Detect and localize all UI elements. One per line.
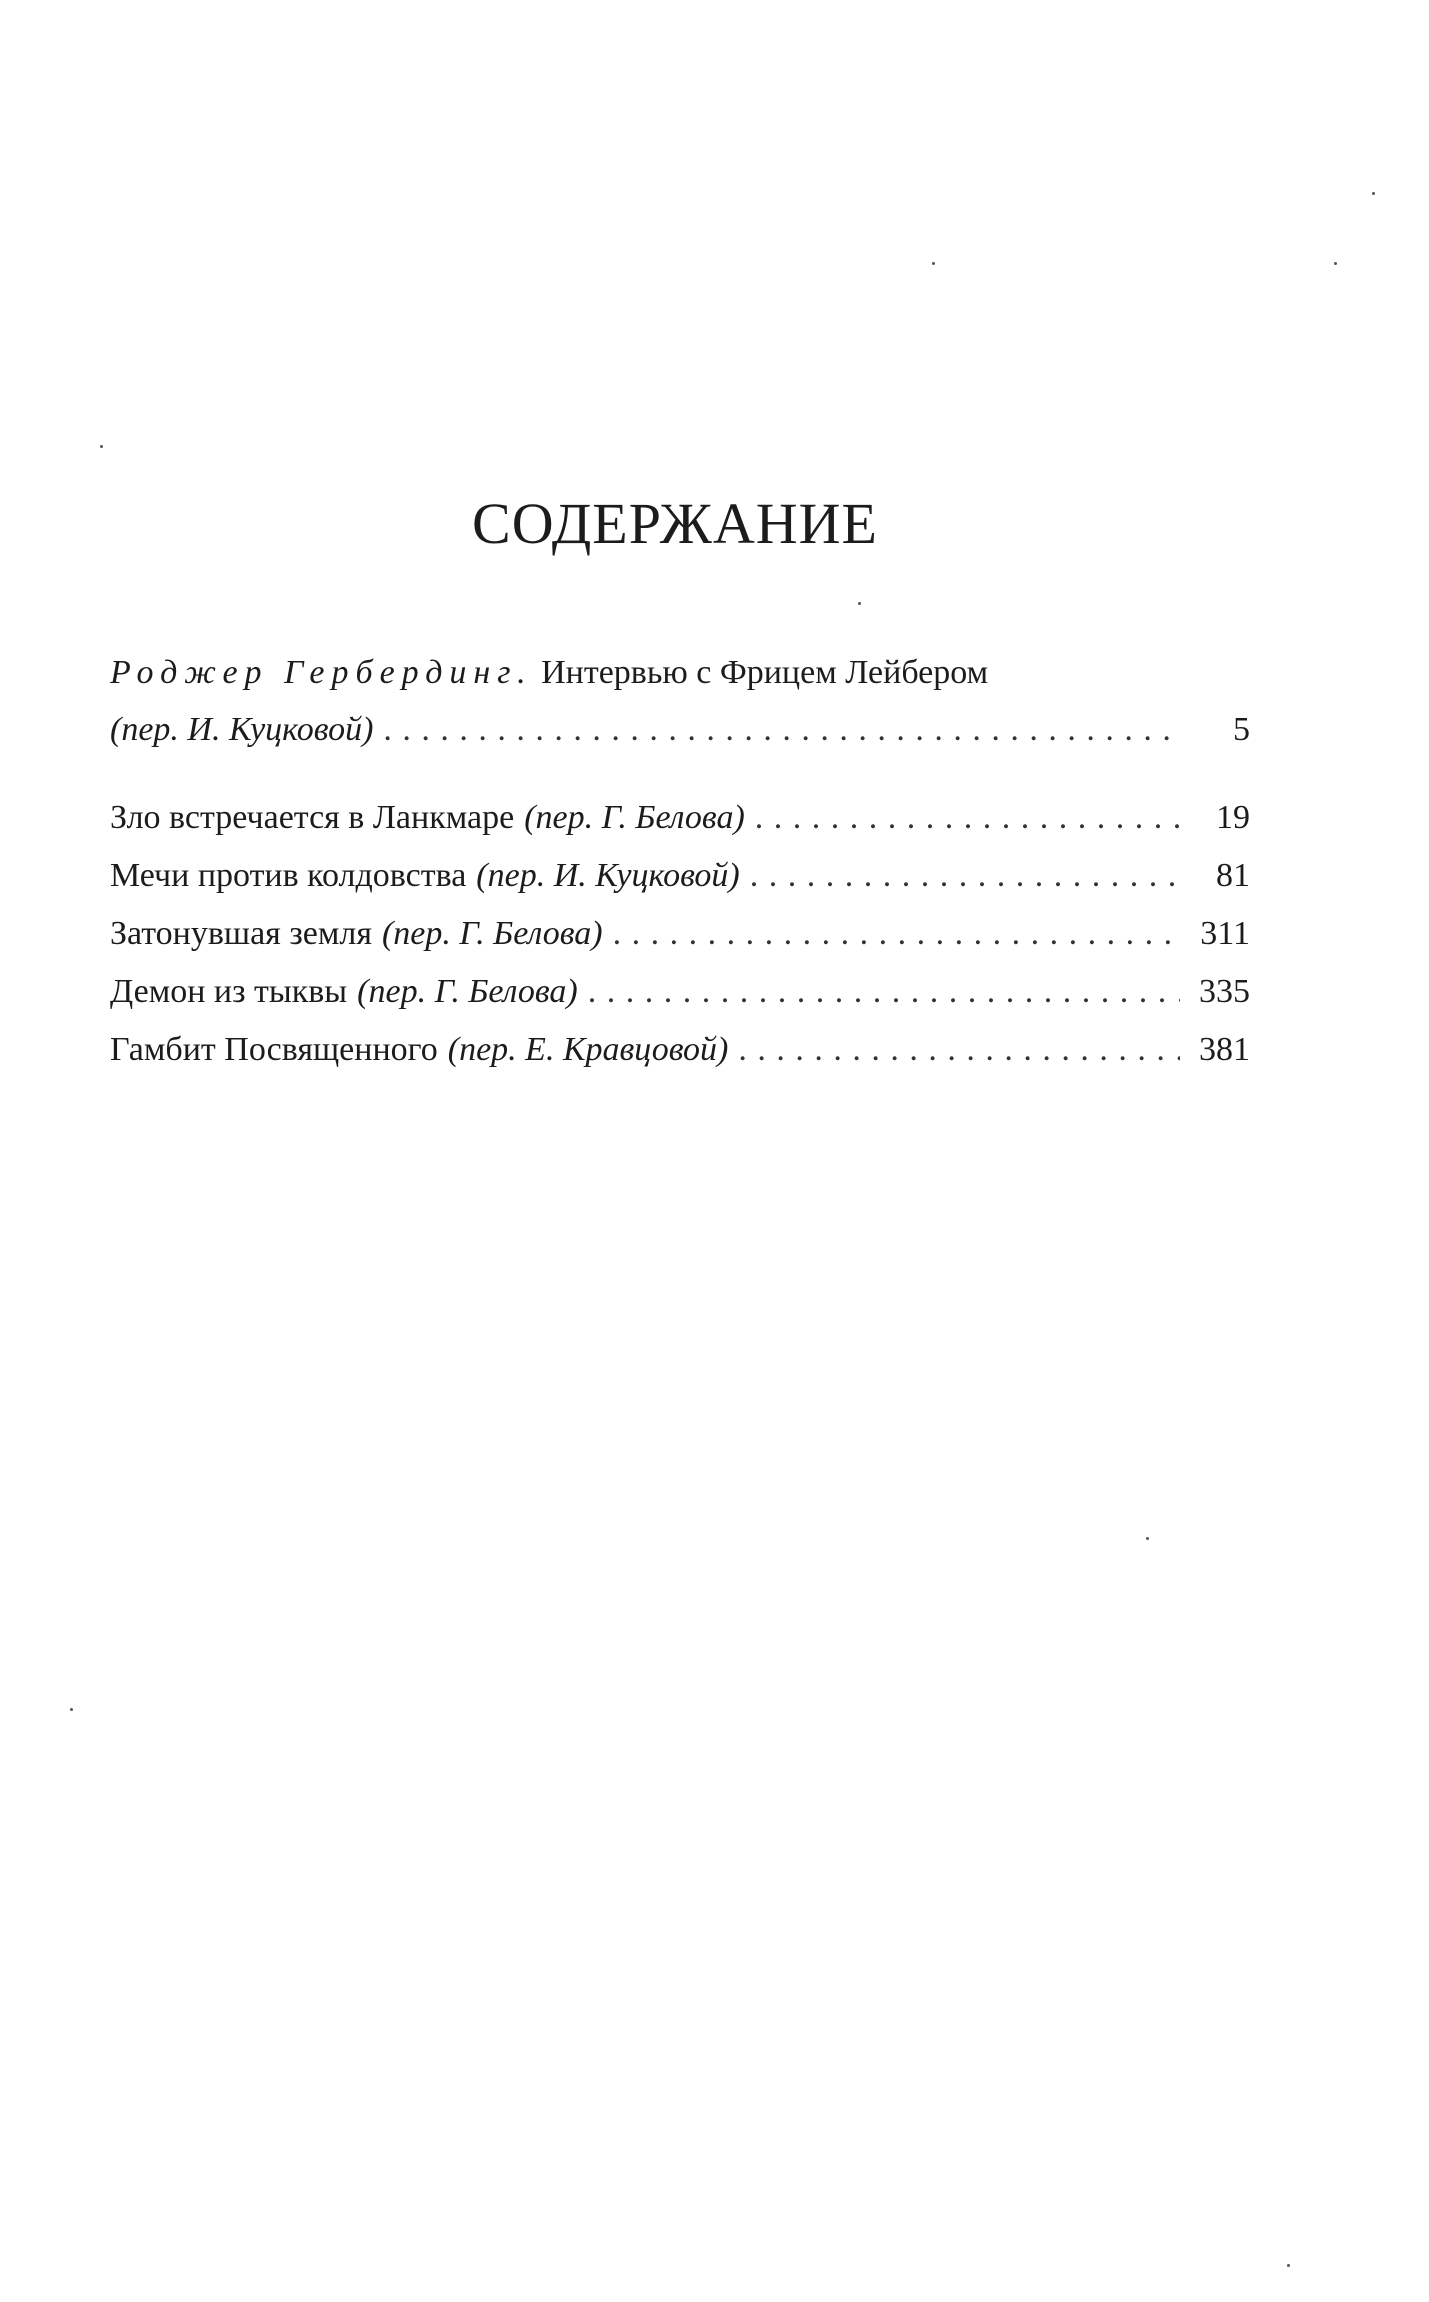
- entry-translator: (пер. И. Куцковой): [476, 857, 740, 894]
- intro-title: Интервью с Фрицем Лейбером: [541, 654, 989, 691]
- intro-translator: (пер. И. Куцковой): [110, 711, 374, 748]
- scan-speck: [1146, 1537, 1149, 1540]
- page-title: СОДЕРЖАНИЕ: [472, 491, 878, 556]
- scan-speck: [100, 445, 103, 448]
- entry-translator: (пер. Г. Белова): [357, 973, 578, 1010]
- toc-entry: [110, 789, 1250, 847]
- entry-page-number: 335: [1199, 973, 1250, 1010]
- scan-speck: [932, 262, 935, 265]
- intro-page-number: 5: [1233, 711, 1250, 748]
- table-of-contents: [110, 645, 1250, 1079]
- entry-page-number: 81: [1216, 857, 1250, 894]
- dot-leader: [738, 1021, 1180, 1079]
- scan-speck: [1372, 192, 1375, 195]
- entry-page-number: 19: [1216, 799, 1250, 836]
- toc-entry: [110, 905, 1250, 963]
- toc-entry: [110, 847, 1250, 905]
- scan-speck: [858, 602, 861, 605]
- dot-leader: [588, 963, 1180, 1021]
- entry-title: Мечи против колдовства: [110, 857, 467, 894]
- entry-title: Гамбит Посвященного: [110, 1031, 438, 1068]
- scan-speck: [1334, 262, 1337, 265]
- entry-page-number: 381: [1199, 1031, 1250, 1068]
- entry-translator: (пер. Г. Белова): [381, 915, 603, 952]
- toc-entry: [110, 963, 1250, 1021]
- dot-leader: [383, 701, 1180, 759]
- dot-leader: [755, 789, 1180, 847]
- entry-title: Затонувшая земля: [110, 915, 372, 952]
- entry-translator: (пер. Е. Кравцовой): [447, 1031, 729, 1068]
- dot-leader: [613, 905, 1180, 963]
- entry-page-number: 311: [1200, 915, 1250, 952]
- toc-entry: [110, 1021, 1250, 1079]
- intro-heading-line: [110, 645, 1250, 701]
- entry-title: Зло встречается в Ланкмаре: [110, 799, 515, 836]
- toc-entry-intro: [110, 701, 1250, 759]
- intro-author: Роджер Гербердинг.: [110, 654, 533, 691]
- dot-leader: [750, 847, 1180, 905]
- scan-speck: [1287, 2264, 1290, 2267]
- scan-speck: [70, 1708, 73, 1711]
- entry-translator: (пер. Г. Белова): [524, 799, 745, 836]
- entry-title: Демон из тыквы: [110, 973, 348, 1010]
